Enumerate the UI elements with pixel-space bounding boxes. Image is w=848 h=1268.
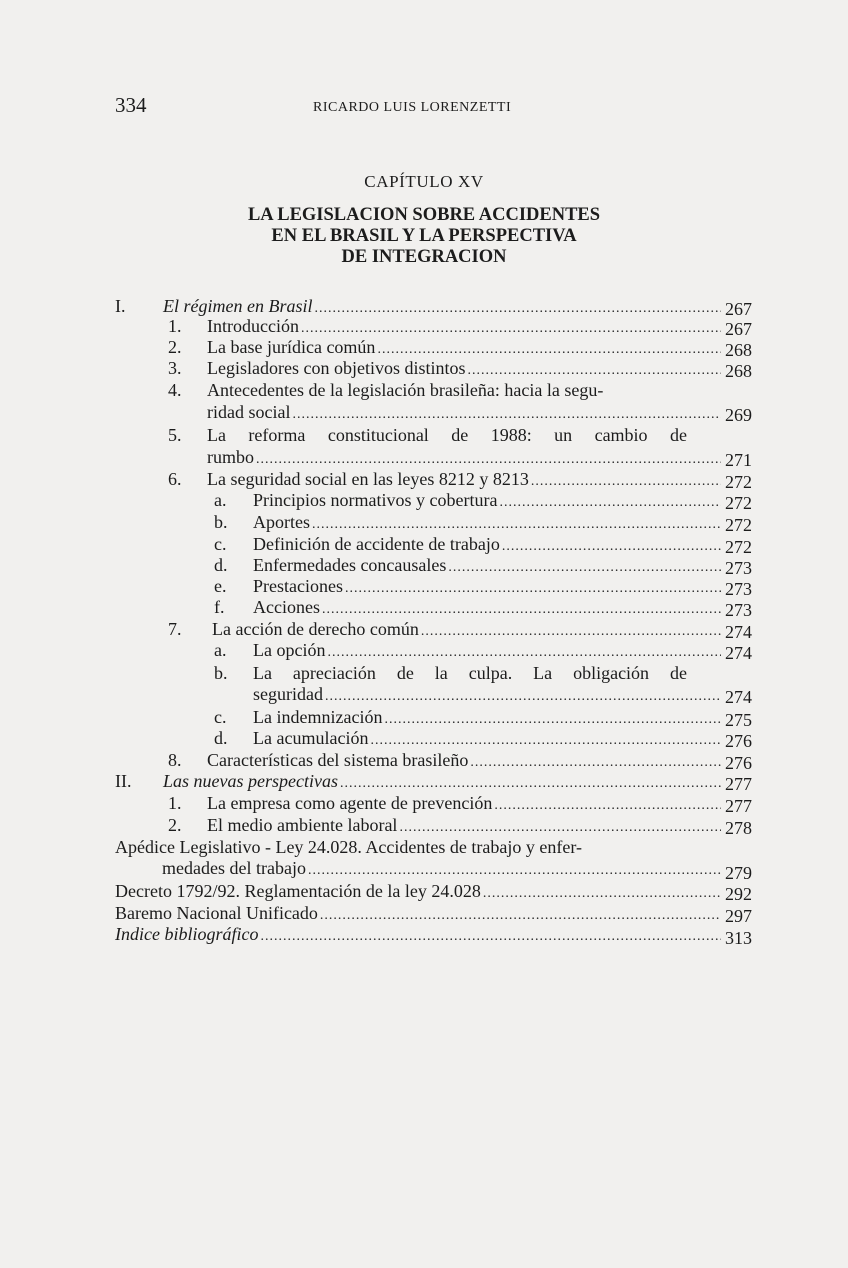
toc-label: Legisladores con objetivos distintos xyxy=(207,358,466,378)
toc-number: II. xyxy=(115,771,132,791)
toc-text xyxy=(253,640,723,663)
leader-dots xyxy=(421,621,721,642)
leader-dots xyxy=(399,817,721,838)
toc-label: Introducción xyxy=(207,316,299,336)
toc-label: El régimen en Brasil xyxy=(163,296,313,316)
toc-page: 273 xyxy=(725,579,752,599)
toc-page: 273 xyxy=(725,558,752,578)
toc-label: Prestaciones xyxy=(253,576,343,596)
toc-page: 271 xyxy=(725,450,752,470)
toc-number: b. xyxy=(214,512,228,532)
page-number: 334 xyxy=(115,93,147,117)
toc-number: c. xyxy=(214,707,227,727)
toc-text xyxy=(163,771,723,794)
toc-label: La base jurídica común xyxy=(207,337,376,357)
toc-text xyxy=(253,576,723,599)
toc-number: 3. xyxy=(168,358,182,378)
toc-text xyxy=(115,924,723,947)
toc-label: La empresa como agente de prevención xyxy=(207,793,493,813)
toc-text xyxy=(115,903,723,926)
toc-number: e. xyxy=(214,576,227,596)
toc-label: Baremo Nacional Unificado xyxy=(115,903,318,923)
chapter-title-line: EN EL BRASIL Y LA PERSPECTIVA xyxy=(271,226,577,246)
toc-label: Las nuevas perspectivas xyxy=(163,771,338,791)
toc-number: 4. xyxy=(168,380,182,400)
leader-dots xyxy=(260,926,721,947)
leader-dots xyxy=(470,752,721,773)
leader-dots xyxy=(327,642,721,663)
leader-dots xyxy=(320,905,721,926)
toc-label: La indemnización xyxy=(253,707,383,727)
toc-label: La acumulación xyxy=(253,728,369,748)
toc-label: seguridad xyxy=(253,684,323,704)
toc-text xyxy=(207,447,723,470)
toc-number: I. xyxy=(115,296,126,316)
toc-text-line1: Antecedentes de la legislación brasileña: hacia la segu- xyxy=(207,380,604,400)
toc-text xyxy=(253,684,723,707)
toc-page: 274 xyxy=(725,687,752,707)
toc-number: b. xyxy=(214,663,228,683)
toc-label: medades del trabajo xyxy=(162,858,306,878)
leader-dots xyxy=(377,339,721,360)
toc-page: 279 xyxy=(725,863,752,883)
toc-label: ridad social xyxy=(207,402,291,422)
header-author: RICARDO LUIS LORENZETTI xyxy=(313,100,512,115)
leader-dots xyxy=(312,514,721,535)
toc-text xyxy=(253,490,723,513)
toc-text xyxy=(253,597,723,620)
chapter-label: CAPÍTULO XV xyxy=(364,172,484,191)
toc-text xyxy=(207,358,723,381)
toc-number: 1. xyxy=(168,793,182,813)
toc-label: La seguridad social en las leyes 8212 y 8213 xyxy=(207,469,529,489)
toc-page: 277 xyxy=(725,774,752,794)
leader-dots xyxy=(483,883,721,904)
toc-label: Principios normativos y cobertura xyxy=(253,490,498,510)
chapter-title xyxy=(0,205,848,268)
toc-page: 313 xyxy=(725,928,752,948)
leader-dots xyxy=(325,686,721,707)
toc-number: d. xyxy=(214,555,228,575)
toc-text xyxy=(162,858,723,881)
toc-number: a. xyxy=(214,490,227,510)
leader-dots xyxy=(494,795,721,816)
toc-page: 267 xyxy=(725,319,752,339)
toc-text xyxy=(253,555,723,578)
toc-text xyxy=(212,619,723,642)
toc-text xyxy=(115,881,723,904)
toc-page: 277 xyxy=(725,796,752,816)
toc-number: a. xyxy=(214,640,227,660)
toc-label: rumbo xyxy=(207,447,254,467)
leader-dots xyxy=(448,557,721,578)
toc-number: 5. xyxy=(168,425,182,445)
toc-page: 272 xyxy=(725,472,752,492)
toc-page: 272 xyxy=(725,515,752,535)
toc-page: 297 xyxy=(725,906,752,926)
toc-page: 268 xyxy=(725,361,752,381)
toc-label: Acciones xyxy=(253,597,320,617)
toc-text xyxy=(253,534,723,557)
toc-label: La opción xyxy=(253,640,326,660)
leader-dots xyxy=(340,773,721,794)
leader-dots xyxy=(322,599,721,620)
toc-text xyxy=(207,316,723,339)
leader-dots xyxy=(370,730,721,751)
toc-page: 273 xyxy=(725,600,752,620)
toc-label: Características del sistema brasileño xyxy=(207,750,469,770)
toc-number: 8. xyxy=(168,750,182,770)
leader-dots xyxy=(502,536,721,557)
toc-label: El medio ambiente laboral xyxy=(207,815,398,835)
toc-text xyxy=(253,512,723,535)
toc-number: 1. xyxy=(168,316,182,336)
leader-dots xyxy=(384,709,721,730)
toc-label: Definición de accidente de trabajo xyxy=(253,534,500,554)
toc-number: 2. xyxy=(168,815,182,835)
toc-label: Decreto 1792/92. Reglamentación de la ley 24.028 xyxy=(115,881,481,901)
leader-dots xyxy=(256,449,721,470)
toc-number: 6. xyxy=(168,469,182,489)
toc-label: Aportes xyxy=(253,512,310,532)
toc-text xyxy=(207,469,723,492)
leader-dots xyxy=(301,318,721,339)
toc-page: 274 xyxy=(725,643,752,663)
toc-text xyxy=(207,793,723,816)
toc-label: Enfermedades concausales xyxy=(253,555,447,575)
toc-page: 275 xyxy=(725,710,752,730)
toc-text-line1: Apédice Legislativo - Ley 24.028. Accidentes de trabajo y enfer- xyxy=(115,837,582,857)
toc-label: La acción de derecho común xyxy=(212,619,419,639)
running-head xyxy=(115,93,735,117)
toc-text xyxy=(207,337,723,360)
toc-text xyxy=(207,815,723,838)
leader-dots xyxy=(292,404,721,425)
toc-page: 274 xyxy=(725,622,752,642)
toc-page: 278 xyxy=(725,818,752,838)
chapter-title-line: LA LEGISLACION SOBRE ACCIDENTES xyxy=(247,205,601,225)
leader-dots xyxy=(345,578,721,599)
toc-page: 269 xyxy=(725,405,752,425)
toc-label: Indice bibliográfico xyxy=(115,924,259,944)
toc-page: 272 xyxy=(725,493,752,513)
leader-dots xyxy=(499,492,721,513)
toc-text xyxy=(207,750,723,773)
toc-number: f. xyxy=(214,597,225,617)
toc-page: 268 xyxy=(725,340,752,360)
toc-page: 292 xyxy=(725,884,752,904)
toc-text-line1: La apreciación de la culpa. La obligación de xyxy=(253,663,687,683)
leader-dots xyxy=(531,471,721,492)
toc-number: 2. xyxy=(168,337,182,357)
toc-page: 267 xyxy=(725,299,752,319)
toc-page: 276 xyxy=(725,731,752,751)
toc-text xyxy=(207,402,723,425)
toc-page: 272 xyxy=(725,537,752,557)
toc-page: 276 xyxy=(725,753,752,773)
toc-text-line1: La reforma constitucional de 1988: un cambio de xyxy=(207,425,687,445)
toc-number: c. xyxy=(214,534,227,554)
toc-number: 7. xyxy=(168,619,182,639)
leader-dots xyxy=(308,860,721,881)
chapter-title-line: DE INTEGRACION xyxy=(341,247,507,267)
leader-dots xyxy=(467,360,721,381)
toc-text xyxy=(253,728,723,751)
toc-number: d. xyxy=(214,728,228,748)
toc-text xyxy=(253,707,723,730)
